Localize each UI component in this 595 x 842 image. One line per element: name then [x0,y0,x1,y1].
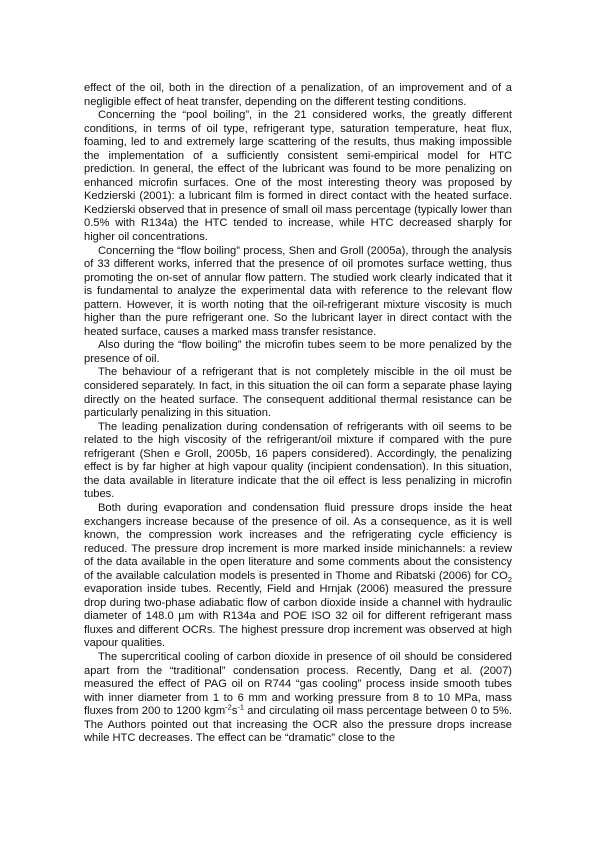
paragraph [84,421,512,502]
paragraph-text: Also during the “flow boiling” the microfin tubes seem to be more penalized by the presence of oil. [84,339,512,365]
paragraph [84,339,512,366]
document-body [84,82,512,746]
paragraph-text: s [231,705,238,718]
paragraph [84,502,512,651]
paragraph [84,651,512,746]
paragraph-text: effect of the oil, both in the direction of a penalization, of an improvement and of a negligible effect of heat transfer, depending on the different testing conditions. [84,82,512,108]
superscript: -2 [225,702,232,712]
superscript: -1 [237,702,245,712]
subscript: 2 [507,574,512,584]
paragraph [84,366,512,420]
paragraph [84,82,512,109]
paragraph-text: Concerning the “flow boiling” process, Shen and Groll (2005a), through the analysis of 33 different works, inferred that the presence of oil promotes surface wetting, thus promoting the on-set of annular flow pattern. The studied work clearly indicated that it is fundamental to analyze the experimental data with reference to the relevant flow pattern. However, it is worth noting that the oil-refrigerant mixture viscosity is much higher than the pure refrigerant one. So the lubricant layer in direct contact with the heated surface, causes a marked mass transfer resistance. [84,244,512,338]
paragraph-text: Both during evaporation and condensation fluid pressure drops inside the heat exchangers increase because of the presence of oil. As a consequence, as it is well known, the compression work increases and the refrigerating cycle efficiency is reduced. The pressure drop increment is more marked inside minichannels: a review of the data available in the open literature and some comments about the consistency of the available calculation models is presented in Thome and Ribatski (2006) for CO [84,501,512,582]
paragraph [84,245,512,340]
paragraph-text: The leading penalization during condensation of refrigerants with oil seems to be related to the high viscosity of the refrigerant/oil mixture if compared with the pure refrigerant (Shen e Groll, 2005b, 16 papers considered). Accordingly, the penalizing effect is by far higher at high vapour quality (incipient condensation). In this situation, the data available in literature indicate that the oil effect is less penalizing in microfin tubes. [84,420,512,501]
paragraph [84,109,512,244]
paragraph-text: Concerning the “pool boiling”, in the 21 considered works, the greatly different conditions, in terms of oil type, refrigerant type, saturation temperature, heat flux, foaming, led to and extremely large scattering of the results, thus making impossible the implementation of a sufficiently consistent semi-empirical model for HTC prediction. In general, the effect of the lubricant was found to be more penalizing on enhanced microfin surfaces. One of the most interesting theory was proposed by Kedzierski (2001): a lubricant film is formed in direct contact with the heated surface. Kedzierski observed that in presence of small oil mass percentage (typically lower than 0.5% with R134a) the HTC tended to increase, while HTC decreased sharply for higher oil concentrations. [84,109,512,244]
paragraph-text: The behaviour of a refrigerant that is not completely miscible in the oil must be considered separately. In fact, in this situation the oil can form a separate phase laying directly on the heated surface. The consequent additional thermal resistance can be particularly penalizing in this situation. [84,366,512,420]
paragraph-text: evaporation inside tubes. Recently, Field and Hrnjak (2006) measured the pressure drop during two-phase adiabatic flow of carbon dioxide inside a channel with hydraulic diameter of 148.0 µm with R134a and POE ISO 32 oil for different refrigerant mass fluxes and different OCRs. The highest pressure drop increment was observed at high vapour qualities. [84,583,512,650]
paragraph-text: and circulating oil mass percentage between 0 to 5%. The Authors pointed out that increasing the OCR also the pressure drops increase while HTC decreases. The effect can be “dramatic” close to the [84,705,512,745]
paragraph-text: The supercritical cooling of carbon dioxide in presence of oil should be considered apart from the “traditional” condensation process. Recently, Dang et al. (2007) measured the effect of PAG oil on R744 “gas cooling” process inside smooth tubes with inner diameter from 1 to 6 mm and working pressure from 8 to 10 MPa, mass fluxes from 200 to 1200 kgm [84,650,512,718]
